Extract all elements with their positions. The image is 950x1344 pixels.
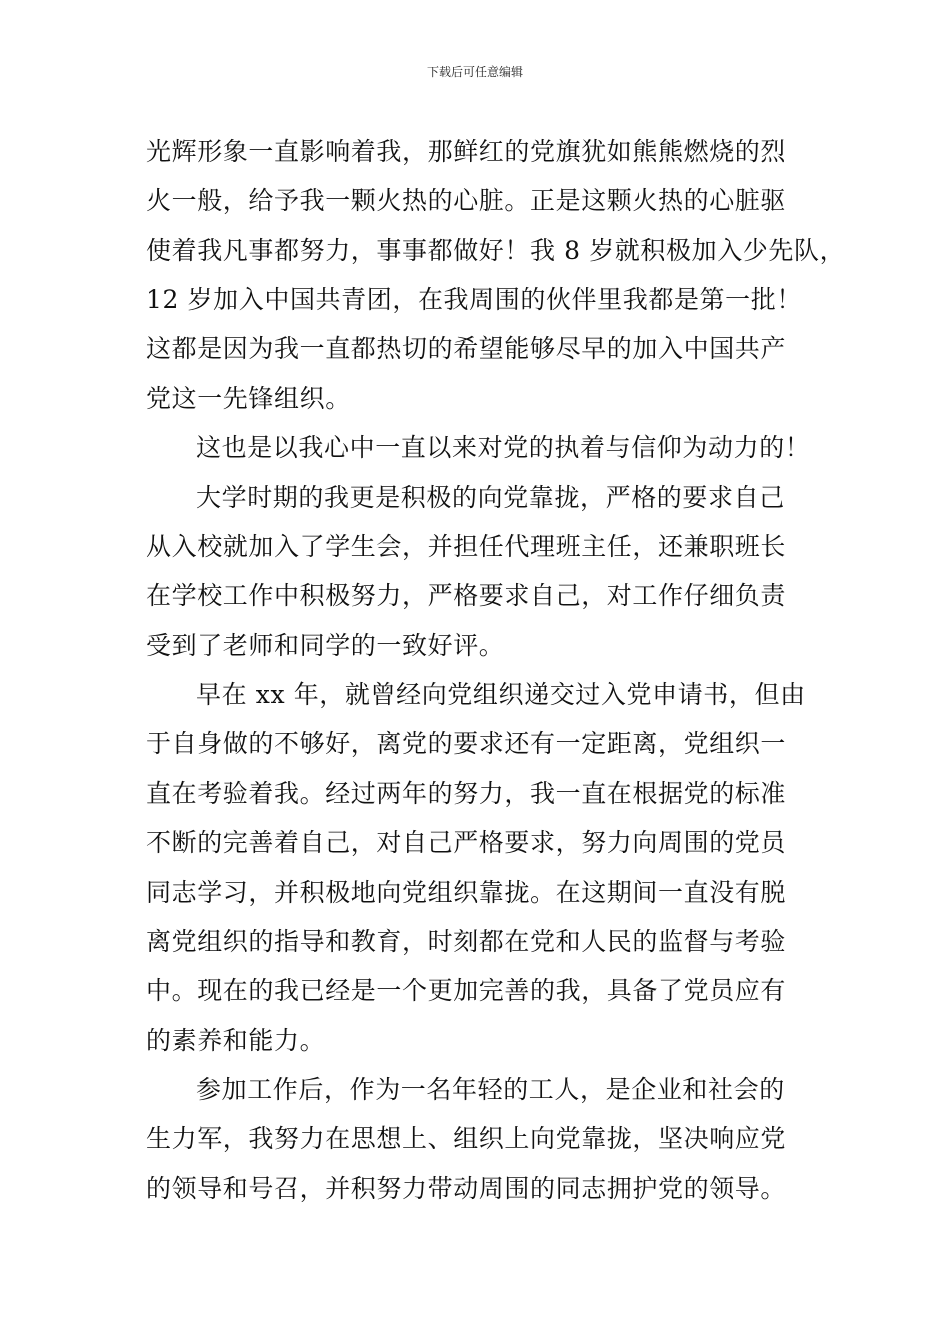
text-line: 中。现在的我已经是一个更加完善的我，具备了党员应有: [146, 976, 787, 1005]
text-line: 生力军，我努力在思想上、组织上向党靠拢，坚决响应党: [146, 1124, 787, 1153]
text-line: 离党组织的指导和教育，时刻都在党和人民的监督与考验: [146, 927, 787, 956]
text-line: 在学校工作中积极努力，严格要求自己，对工作仔细负责: [146, 581, 787, 610]
text-line: 早在 xx 年，就曾经向党组织递交过入党申请书，但由: [196, 680, 806, 709]
text-line: 党这一先锋组织。: [146, 384, 351, 413]
text-line: 火一般，给予我一颗火热的心脏。正是这颗火热的心脏驱: [146, 186, 787, 215]
text-line: 从入校就加入了学生会，并担任代理班主任，还兼职班长: [146, 532, 787, 561]
text-line: 这也是以我心中一直以来对党的执着与信仰为动力的！: [196, 433, 811, 462]
text-line: 这都是因为我一直都热切的希望能够尽早的加入中国共产: [146, 334, 787, 363]
text-line: 直在考验着我。经过两年的努力，我一直在根据党的标准: [146, 779, 787, 808]
text-line: 光辉形象一直影响着我，那鲜红的党旗犹如熊熊燃烧的烈: [146, 137, 787, 166]
text-line: 使着我凡事都努力，事事都做好！我 8 岁就积极加入少先队，: [146, 236, 846, 265]
text-line: 受到了老师和同学的一致好评。: [146, 631, 505, 660]
text-line: 大学时期的我更是积极的向党靠拢，严格的要求自己: [196, 483, 785, 512]
text-line: 的素养和能力。: [146, 1026, 326, 1055]
text-line: 12 岁加入中国共青团，在我周围的伙伴里我都是第一批！: [146, 285, 802, 314]
text-line: 参加工作后，作为一名年轻的工人，是企业和社会的: [196, 1075, 785, 1104]
text-line: 不断的完善着自己，对自己严格要求，努力向周围的党员: [146, 828, 787, 857]
text-line: 的领导和号召，并积努力带动周围的同志拥护党的领导。: [146, 1174, 787, 1203]
page-header: 下载后可任意编辑: [426, 65, 523, 79]
text-line: 同志学习，并积极地向党组织靠拢。在这期间一直没有脱: [146, 878, 787, 907]
text-line: 于自身做的不够好，离党的要求还有一定距离，党组织一: [146, 729, 787, 758]
